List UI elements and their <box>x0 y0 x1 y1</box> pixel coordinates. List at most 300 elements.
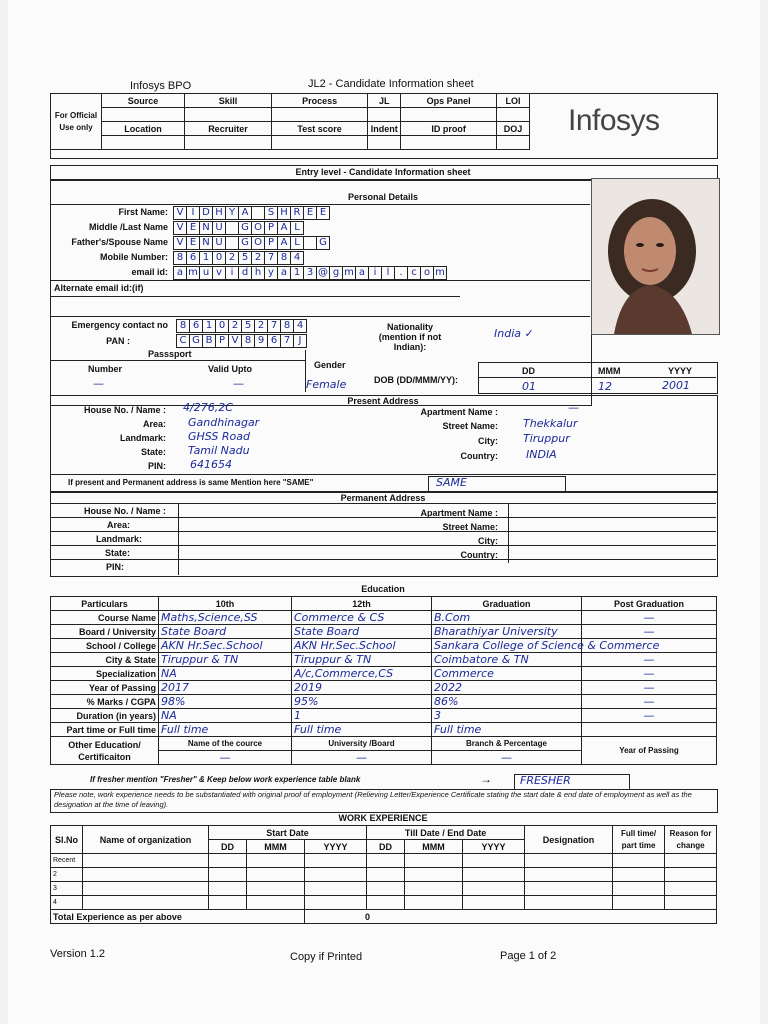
letter-cell: 6 <box>186 251 200 265</box>
edu-cell-c10: Full time <box>159 723 292 737</box>
passport-number-value: — <box>93 377 104 390</box>
other-university-label: University /Board <box>292 737 432 751</box>
letter-cell: G <box>238 221 252 235</box>
total-experience-value: 0 <box>305 910 717 924</box>
gender-value: Female <box>306 378 347 391</box>
infosys-logo: Infosys <box>568 104 660 137</box>
letter-cell: a <box>173 266 187 280</box>
edu-cell-label: School / College <box>51 639 159 653</box>
work-cell <box>367 854 405 868</box>
letter-cell: 3 <box>303 266 317 280</box>
letter-cell: 2 <box>228 319 242 333</box>
edu-cell-c10: Maths,Science,SS <box>159 611 292 625</box>
footer-page: Page 1 of 2 <box>500 950 557 962</box>
other-education-row <box>51 737 717 751</box>
letter-cell: 8 <box>280 319 294 333</box>
edu-cell-pg: — <box>582 625 717 639</box>
edu-cell-pg: — <box>582 695 717 709</box>
last-name-label: Middle /Last Name <box>88 222 168 232</box>
letter-cell: 1 <box>290 266 304 280</box>
letter-cell: g <box>329 266 343 280</box>
nationality-value: India ✓ <box>494 327 534 340</box>
present-apt-value: — <box>568 401 579 414</box>
other-course-value: — <box>159 751 292 765</box>
official-doj: DOJ <box>497 122 530 136</box>
work-till-dd: DD <box>367 840 405 854</box>
letter-cell <box>251 206 265 220</box>
official-source: Source <box>102 94 185 108</box>
permanent-city-label: City: <box>478 536 498 546</box>
edu-cell-c10: NA <box>159 709 292 723</box>
footer-version: Version 1.2 <box>50 948 106 960</box>
letter-cell: 4 <box>293 319 307 333</box>
permanent-house-label: House No. / Name : <box>83 506 166 516</box>
letter-cell: m <box>186 266 200 280</box>
official-skill: Skill <box>184 94 271 108</box>
edu-cell-c10: 2017 <box>159 681 292 695</box>
education-row <box>51 653 717 667</box>
letter-cell: 4 <box>290 251 304 265</box>
gender-label: Gender <box>314 360 346 370</box>
edu-cell-c12: A/c,Commerce,CS <box>292 667 432 681</box>
letter-cell: 1 <box>202 319 216 333</box>
letter-cell: V <box>173 221 187 235</box>
letter-cell: 6 <box>189 319 203 333</box>
letter-cell: 1 <box>199 251 213 265</box>
letter-cell: A <box>238 206 252 220</box>
other-course-label: Name of the cource <box>159 737 292 751</box>
work-cell <box>367 882 405 896</box>
official-test-score: Test score <box>271 122 367 136</box>
dob-mmm-label: MMM <box>598 366 621 376</box>
fresher-value: FRESHER <box>520 774 571 787</box>
other-year-label: Year of Passing <box>582 737 717 765</box>
education-row <box>51 611 717 625</box>
present-house-value: 4/276,2C <box>183 401 233 414</box>
letter-cell: E <box>316 206 330 220</box>
edu-cell-label: Duration (in years) <box>51 709 159 723</box>
edu-cell-grad: 86% <box>432 695 582 709</box>
present-street-value: Thekkalur <box>523 417 578 430</box>
letter-cell: P <box>264 221 278 235</box>
dob-yyyy-value: 2001 <box>662 379 690 392</box>
same-address-label: If present and Permanent address is same Mention here "SAME" <box>68 478 314 487</box>
work-cell <box>83 868 209 882</box>
letter-cell: 8 <box>241 334 255 348</box>
edu-cell-pg: — <box>582 611 717 625</box>
letter-cell: L <box>290 221 304 235</box>
work-till-yyyy: YYYY <box>463 840 525 854</box>
letter-cell: i <box>368 266 382 280</box>
letter-cell: N <box>199 236 213 250</box>
letter-cell: P <box>215 334 229 348</box>
letter-cell: J <box>293 334 307 348</box>
please-note-text: Please note, work experience needs to be substantiated with original proof of employment (Relieving Letter/Experience Certificate stating the start date & end date of employment as well as the designation at the time of leaving). <box>54 790 692 809</box>
letter-cell: Y <box>225 206 239 220</box>
letter-cell: D <box>199 206 213 220</box>
edu-cell-c12: 1 <box>292 709 432 723</box>
mobile-cells <box>173 251 303 265</box>
work-header-reason: Reason for change <box>665 826 717 854</box>
fresher-note: If fresher mention "Fresher" & Keep below work experience table blank <box>90 775 361 784</box>
official-loi: LOI <box>497 94 530 108</box>
first-name-label: First Name: <box>118 207 168 217</box>
work-cell <box>525 854 613 868</box>
company-name: Infosys BPO <box>130 80 192 92</box>
work-cell <box>665 896 717 910</box>
official-use-label: For Official Use only <box>51 94 102 150</box>
work-cell <box>305 868 367 882</box>
official-use-table <box>50 93 530 150</box>
dob-yyyy-label: YYYY <box>668 366 693 376</box>
edu-cell-label: City & State <box>51 653 159 667</box>
work-cell <box>83 882 209 896</box>
work-row <box>51 854 717 868</box>
edu-cell-label: Course Name <box>51 611 159 625</box>
nationality-label: Nationality (mention if not Indian): <box>378 322 442 352</box>
work-header-slno: Sl.No <box>51 826 83 854</box>
fresher-arrow-icon: → <box>480 772 492 786</box>
official-process: Process <box>271 94 367 108</box>
work-cell <box>613 896 665 910</box>
work-cell <box>305 896 367 910</box>
letter-cell: E <box>186 236 200 250</box>
dob-dd-label: DD <box>522 366 535 376</box>
letter-cell: v <box>212 266 226 280</box>
present-landmark-value: GHSS Road <box>188 430 250 443</box>
letter-cell: U <box>212 236 226 250</box>
permanent-landmark-label: Landmark: <box>95 534 142 544</box>
mobile-label: Mobile Number: <box>99 252 168 262</box>
letter-cell: 8 <box>173 251 187 265</box>
letter-cell: O <box>251 236 265 250</box>
letter-cell: l <box>381 266 395 280</box>
letter-cell: u <box>199 266 213 280</box>
work-cell <box>525 868 613 882</box>
present-apt-label: Apartment Name : <box>420 407 498 417</box>
work-cell <box>405 868 463 882</box>
other-education-label: Other Education/ Certificaiton <box>51 737 159 765</box>
passport-valid-label: Valid Upto <box>208 364 253 374</box>
work-cell <box>247 854 305 868</box>
edu-cell-label: Specialization <box>51 667 159 681</box>
work-experience-title: WORK EXPERIENCE <box>338 813 428 823</box>
letter-cell: 0 <box>215 319 229 333</box>
letter-cell: a <box>355 266 369 280</box>
work-header-start: Start Date <box>209 826 367 840</box>
present-state-value: Tamil Nadu <box>188 444 250 457</box>
work-cell <box>83 854 209 868</box>
work-cell <box>613 868 665 882</box>
emergency-cells <box>176 319 306 333</box>
work-row-slno: Recent <box>51 854 83 868</box>
work-cell <box>463 882 525 896</box>
work-header-till: Till Date / End Date <box>367 826 525 840</box>
father-name-cells <box>173 236 329 250</box>
letter-cell: O <box>251 221 265 235</box>
letter-cell: 7 <box>264 251 278 265</box>
edu-cell-label: Board / University <box>51 625 159 639</box>
edu-cell-c12: State Board <box>292 625 432 639</box>
edu-cell-c12: 95% <box>292 695 432 709</box>
work-cell <box>247 896 305 910</box>
work-cell <box>367 896 405 910</box>
letter-cell: i <box>225 266 239 280</box>
present-area-value: Gandhinagar <box>188 416 260 429</box>
work-cell <box>463 896 525 910</box>
letter-cell: V <box>173 206 187 220</box>
permanent-area-label: Area: <box>106 520 130 530</box>
letter-cell: 2 <box>251 251 265 265</box>
alt-email-label: Alternate email id:(if) <box>54 283 144 293</box>
edu-cell-grad: Commerce <box>432 667 582 681</box>
work-start-dd: DD <box>209 840 247 854</box>
education-row <box>51 723 717 737</box>
letter-cell: G <box>316 236 330 250</box>
present-pin-value: 641654 <box>190 458 232 471</box>
edu-cell-c10: Tiruppur & TN <box>159 653 292 667</box>
edu-cell-c10: State Board <box>159 625 292 639</box>
letter-cell: H <box>212 206 226 220</box>
edu-cell-c10: NA <box>159 667 292 681</box>
letter-cell: L <box>290 236 304 250</box>
work-row <box>51 882 717 896</box>
work-cell <box>463 854 525 868</box>
letter-cell: R <box>290 206 304 220</box>
edu-cell-c10: AKN Hr.Sec.School <box>159 639 292 653</box>
edu-cell-pg: — <box>582 667 717 681</box>
letter-cell <box>225 236 239 250</box>
work-cell <box>367 868 405 882</box>
last-name-cells <box>173 221 303 235</box>
work-row-slno: 3 <box>51 882 83 896</box>
work-cell <box>247 868 305 882</box>
work-row-slno: 2 <box>51 868 83 882</box>
letter-cell: 7 <box>267 319 281 333</box>
official-indent: Indent <box>368 122 401 136</box>
edu-cell-grad: Coimbatore & TN <box>432 653 582 667</box>
work-cell <box>209 882 247 896</box>
work-header-designation: Designation <box>525 826 613 854</box>
letter-cell: G <box>189 334 203 348</box>
permanent-apt-label: Apartment Name : <box>420 508 498 518</box>
edu-cell-pg: — <box>582 681 717 695</box>
work-start-mmm: MMM <box>247 840 305 854</box>
edu-cell-c12: Commerce & CS <box>292 611 432 625</box>
edu-header-particulars: Particulars <box>51 597 159 611</box>
letter-cell: m <box>342 266 356 280</box>
letter-cell <box>303 236 317 250</box>
work-cell <box>405 896 463 910</box>
letter-cell: 7 <box>280 334 294 348</box>
education-title: Education <box>361 584 405 594</box>
letter-cell: 6 <box>267 334 281 348</box>
same-address-value: SAME <box>436 476 467 489</box>
letter-cell: I <box>186 206 200 220</box>
letter-cell: 8 <box>277 251 291 265</box>
letter-cell: N <box>199 221 213 235</box>
official-recruiter: Recruiter <box>184 122 271 136</box>
other-university-value: — <box>292 751 432 765</box>
passport-number-label: Number <box>88 364 123 374</box>
letter-cell: 2 <box>254 319 268 333</box>
present-area-label: Area: <box>142 419 166 429</box>
edu-cell-c12: Tiruppur & TN <box>292 653 432 667</box>
present-state-label: State: <box>140 447 166 457</box>
education-row <box>51 695 717 709</box>
edu-cell-grad: 2022 <box>432 681 582 695</box>
letter-cell: 9 <box>254 334 268 348</box>
work-cell <box>247 882 305 896</box>
work-row-slno: 4 <box>51 896 83 910</box>
other-branch-value: — <box>432 751 582 765</box>
letter-cell: c <box>407 266 421 280</box>
edu-cell-grad: B.Com <box>432 611 582 625</box>
edu-cell-c12: Full time <box>292 723 432 737</box>
edu-cell-c12: 2019 <box>292 681 432 695</box>
letter-cell: E <box>186 221 200 235</box>
official-location: Location <box>102 122 185 136</box>
permanent-street-label: Street Name: <box>442 522 498 532</box>
official-id-proof: ID proof <box>401 122 497 136</box>
first-name-cells <box>173 206 329 220</box>
edu-cell-pg <box>582 723 717 737</box>
document-page <box>8 0 760 1024</box>
total-experience-label: Total Experience as per above <box>51 910 305 924</box>
letter-cell: 0 <box>212 251 226 265</box>
edu-header-post-graduation: Post Graduation <box>582 597 717 611</box>
letter-cell: C <box>176 334 190 348</box>
dob-mmm-value: 12 <box>598 380 612 393</box>
present-country-label: Country: <box>460 451 498 461</box>
passport-valid-value: — <box>233 377 244 390</box>
work-cell <box>209 868 247 882</box>
education-row <box>51 625 717 639</box>
edu-cell-pg: — <box>582 653 717 667</box>
dob-box <box>478 362 718 394</box>
passport-label: Passsport <box>148 349 192 359</box>
permanent-address-title: Permanent Address <box>340 493 426 503</box>
education-row <box>51 639 717 653</box>
permanent-pin-label: PIN: <box>106 562 124 572</box>
letter-cell: h <box>251 266 265 280</box>
entry-title: Entry level - Candidate Information sheet <box>295 167 471 177</box>
permanent-state-label: State: <box>104 548 130 558</box>
email-cells <box>173 266 446 280</box>
edu-cell-label: Part time or Full time <box>51 723 159 737</box>
work-row <box>51 896 717 910</box>
dob-dd-value: 01 <box>522 380 536 393</box>
edu-header-10th: 10th <box>159 597 292 611</box>
letter-cell: d <box>238 266 252 280</box>
work-cell <box>83 896 209 910</box>
work-header-fulltime: Full time/ part time <box>613 826 665 854</box>
edu-cell-grad: Sankara College of Science & Commerce <box>432 639 582 653</box>
father-name-label: Father's/Spouse Name <box>71 237 168 247</box>
personal-title: Personal Details <box>347 192 419 202</box>
edu-header-graduation: Graduation <box>432 597 582 611</box>
edu-cell-label: % Marks / CGPA <box>51 695 159 709</box>
work-cell <box>525 882 613 896</box>
edu-header-12th: 12th <box>292 597 432 611</box>
letter-cell: V <box>228 334 242 348</box>
candidate-photo <box>591 178 720 335</box>
work-cell <box>525 896 613 910</box>
education-row <box>51 667 717 681</box>
letter-cell: . <box>394 266 408 280</box>
work-header-org: Name of organization <box>83 826 209 854</box>
work-row <box>51 868 717 882</box>
dob-label: DOB (DD/MMM/YY): <box>374 375 458 385</box>
letter-cell: o <box>420 266 434 280</box>
letter-cell: E <box>303 206 317 220</box>
work-cell <box>305 882 367 896</box>
email-label: email id: <box>131 267 168 277</box>
letter-cell: P <box>264 236 278 250</box>
letter-cell: G <box>238 236 252 250</box>
letter-cell: A <box>277 221 291 235</box>
work-start-yyyy: YYYY <box>305 840 367 854</box>
pan-label: PAN : <box>106 336 130 346</box>
education-row <box>51 681 717 695</box>
edu-cell-c12: AKN Hr.Sec.School <box>292 639 432 653</box>
work-cell <box>209 896 247 910</box>
letter-cell: y <box>264 266 278 280</box>
edu-cell-grad: 3 <box>432 709 582 723</box>
work-cell <box>613 854 665 868</box>
footer-copy: Copy if Printed <box>290 951 363 963</box>
letter-cell: a <box>277 266 291 280</box>
letter-cell: V <box>173 236 187 250</box>
work-cell <box>665 882 717 896</box>
edu-cell-c10: 98% <box>159 695 292 709</box>
present-country-value: INDIA <box>526 448 557 461</box>
work-cell <box>665 868 717 882</box>
official-jl: JL <box>368 94 401 108</box>
letter-cell: 2 <box>225 251 239 265</box>
work-cell <box>463 868 525 882</box>
present-city-label: City: <box>478 436 498 446</box>
pan-cells <box>176 334 306 348</box>
letter-cell: B <box>202 334 216 348</box>
sheet-title: JL2 - Candidate Information sheet <box>308 78 474 90</box>
work-cell <box>613 882 665 896</box>
edu-cell-grad: Full time <box>432 723 582 737</box>
present-address-title: Present Address <box>347 396 419 406</box>
work-experience-table <box>50 825 717 924</box>
letter-cell <box>225 221 239 235</box>
present-city-value: Tiruppur <box>523 432 570 445</box>
letter-cell: 5 <box>241 319 255 333</box>
present-house-label: House No. / Name : <box>83 405 166 415</box>
present-street-label: Street Name: <box>442 421 498 431</box>
letter-cell: 5 <box>238 251 252 265</box>
official-ops-panel: Ops Panel <box>401 94 497 108</box>
present-landmark-label: Landmark: <box>119 433 166 443</box>
work-cell <box>405 854 463 868</box>
letter-cell: S <box>264 206 278 220</box>
education-row <box>51 709 717 723</box>
present-pin-label: PIN: <box>148 461 166 471</box>
education-header-row <box>51 597 717 611</box>
edu-cell-pg: — <box>582 709 717 723</box>
emergency-label: Emergency contact no <box>71 320 168 330</box>
work-cell <box>305 854 367 868</box>
letter-cell: m <box>433 266 447 280</box>
permanent-country-label: Country: <box>460 550 498 560</box>
letter-cell: 8 <box>176 319 190 333</box>
letter-cell: A <box>277 236 291 250</box>
